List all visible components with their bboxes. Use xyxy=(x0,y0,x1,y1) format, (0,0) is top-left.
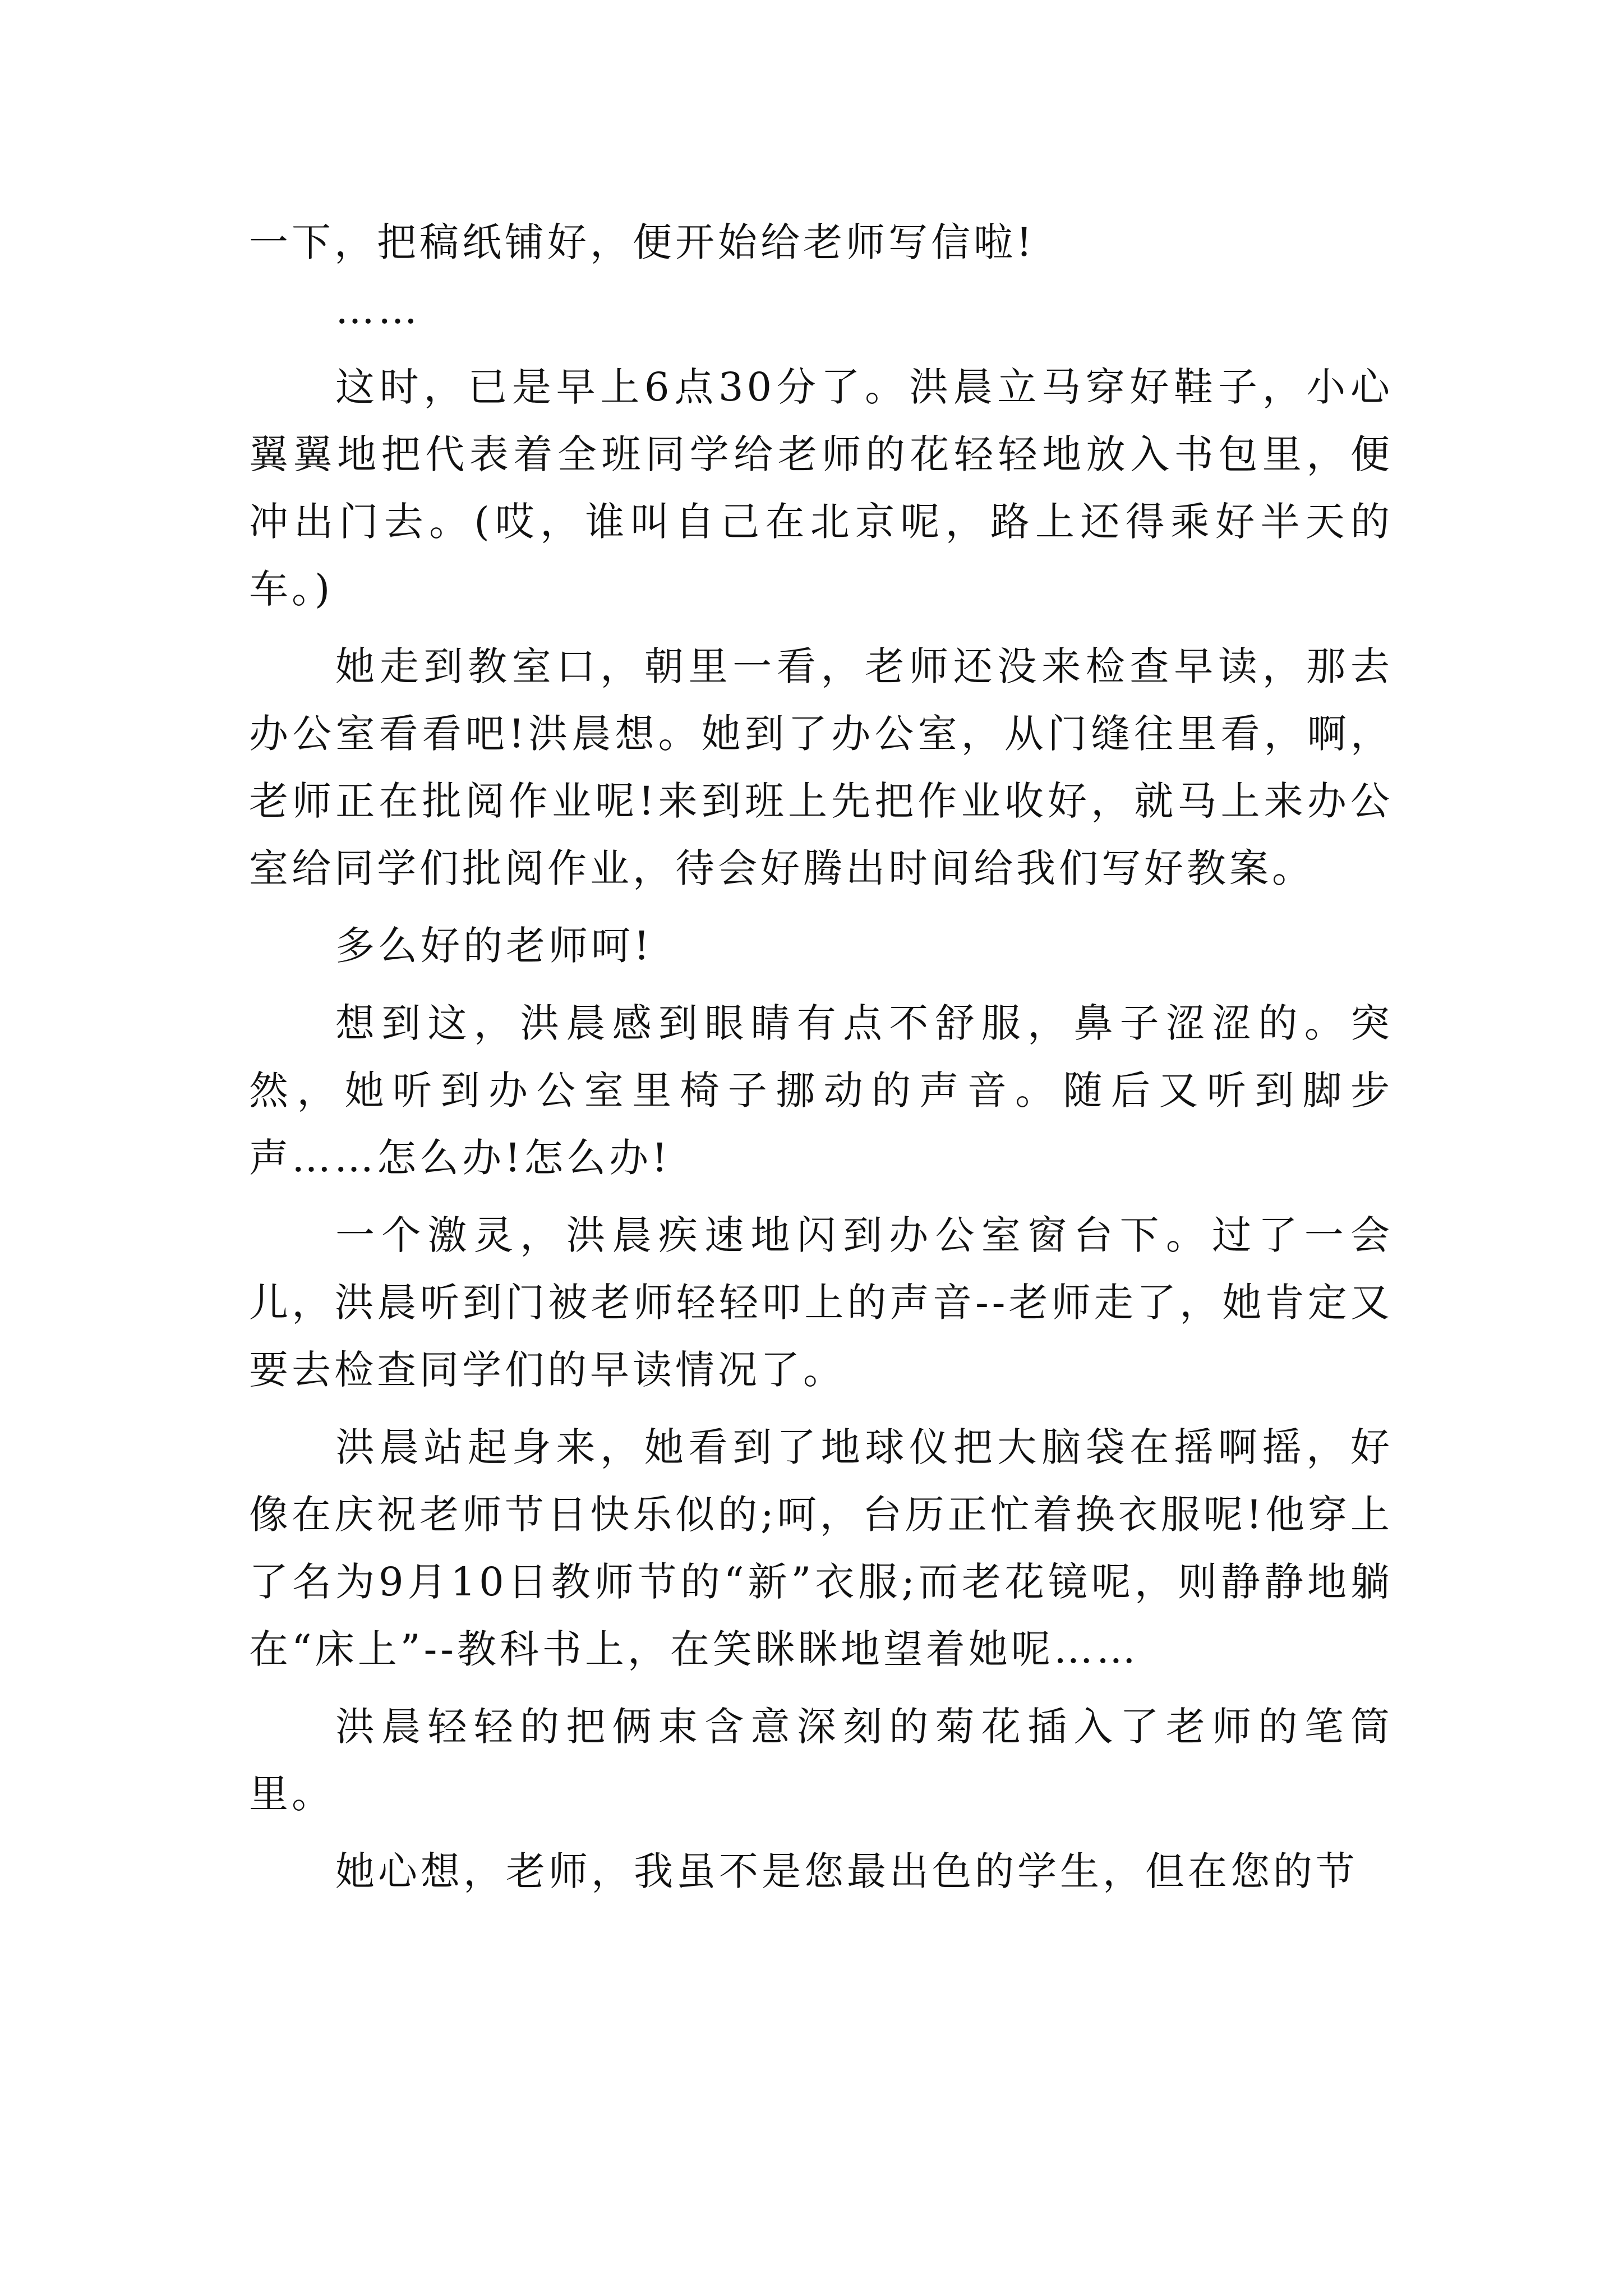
paragraph-3: 这时，已是早上6点30分了。洪晨立马穿好鞋子，小心翼翼地把代表着全班同学给老师的花轻轻地放入书包里，便冲出门去。(哎，谁叫自己在北京呢，路上还得乘好半天的车。) xyxy=(249,364,1393,612)
paragraph-4: 她走到教室口，朝里一看，老师还没来检查早读，那去办公室看看吧!洪晨想。她到了办公室，从门缝往里看，啊，老师正在批阅作业呢!来到班上先把作业收好，就马上来办公室给同学们批阅作业，待会好腾出时间给我们写好教案。 xyxy=(249,643,1393,891)
paragraph-7: 一个激灵，洪晨疾速地闪到办公室窗台下。过了一会儿，洪晨听到门被老师轻轻叩上的声音--老师走了，她肯定又要去检查同学们的早读情况了。 xyxy=(249,1212,1393,1393)
paragraph-8: 洪晨站起身来，她看到了地球仪把大脑袋在摇啊摇，好像在庆祝老师节日快乐似的;呵，台历正忙着换衣服呢!他穿上了名为9月10日教师节的“新”衣服;而老花镜呢，则静静地躺在“床上”--教科书上，在笑眯眯地望着她呢…… xyxy=(249,1424,1393,1672)
document-body xyxy=(249,209,1393,1905)
paragraph-5: 多么好的老师呵! xyxy=(335,923,653,969)
paragraph-9: 洪晨轻轻的把俩束含意深刻的菊花插入了老师的笔筒里。 xyxy=(249,1704,1393,1817)
paragraph-6: 想到这，洪晨感到眼睛有点不舒服，鼻子涩涩的。突然，她听到办公室里椅子挪动的声音。随后又听到脚步声……怎么办!怎么办! xyxy=(249,1000,1393,1181)
paragraph-10: 她心想，老师，我虽不是您最出色的学生，但在您的节 xyxy=(335,1848,1358,1894)
paragraph-2-ellipsis: …… xyxy=(335,287,421,333)
paragraph-1: 一下，把稿纸铺好，便开始给老师写信啦! xyxy=(249,219,1036,265)
